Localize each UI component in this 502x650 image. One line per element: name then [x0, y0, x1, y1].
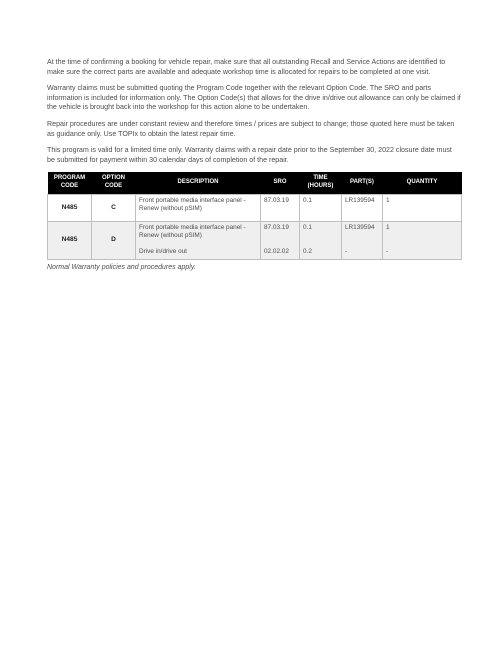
option-code-cell: C	[92, 194, 136, 221]
time-line: 0.1	[303, 223, 312, 231]
header-time-hours: TIME (HOURS)	[300, 172, 342, 194]
header-sro: SRO	[261, 172, 300, 194]
paragraph-repair-procedures: Repair procedures are under constant review and therefore times / prices are subject to change; those quoted here must be taken as guidance only. Use TOPIx to obtain the latest repair time.	[47, 119, 455, 138]
header-option-code: OPTION CODE	[92, 172, 136, 194]
paragraph-warranty-claims: Warranty claims must be submitted quoting the Program Code together with the relevant Option Code. The SRO and parts information is included for information only. The Option Code(s) that allows for the drive in/drive out allowance can only be claimed if the vehicle is brought back into the workshop for this action alone to be undertaken.	[47, 84, 461, 112]
sro-cell	[261, 221, 300, 259]
description-cell	[136, 221, 261, 259]
header-program-code: PROGRAM CODE	[48, 172, 92, 194]
repair-table	[47, 172, 462, 259]
quantity-line: 1	[386, 223, 390, 231]
program-code-cell: N485	[48, 221, 92, 259]
table-row	[48, 221, 462, 259]
paragraph-program-validity: This program is valid for a limited time only. Warranty claims with a repair date prior to the September 30, 2022 closure date must be submitted for payment within 30 calendar days of completion of the repair.	[47, 146, 452, 164]
description-line: Drive in/drive out	[139, 247, 187, 255]
table-header-row	[48, 172, 462, 194]
warranty-note: Normal Warranty policies and procedures apply.	[47, 263, 196, 271]
quantity-line: -	[386, 247, 389, 255]
description-cell: Front portable media interface panel - Renew (without pSIM)	[136, 194, 261, 221]
quantity-cell	[383, 221, 462, 259]
part-line: -	[345, 247, 348, 255]
header-quantity: QUANTITY	[383, 172, 462, 194]
option-code-cell: D	[92, 221, 136, 259]
quantity-cell: 1	[383, 194, 462, 221]
description-line: Front portable media interface panel - Renew (without pSIM)	[139, 223, 246, 239]
sro-cell: 87.03.19	[261, 194, 300, 221]
time-line: 0.2	[303, 247, 312, 255]
sro-line: 87.03.19	[264, 223, 289, 231]
part-line: LR139594	[345, 223, 375, 231]
document-content	[47, 58, 461, 271]
table-row	[48, 194, 462, 221]
time-cell	[300, 221, 342, 259]
part-cell	[342, 221, 383, 259]
program-code-cell: N485	[48, 194, 92, 221]
paragraph-booking: At the time of confirming a booking for vehicle repair, make sure that all outstanding Recall and Service Actions are identified to make sure the correct parts are available and adequate workshop time is allocated for repairs to be completed at one visit.	[47, 58, 446, 76]
time-cell: 0.1	[300, 194, 342, 221]
sro-line: 02.02.02	[264, 247, 289, 255]
part-cell: LR139594	[342, 194, 383, 221]
header-description: DESCRIPTION	[136, 172, 261, 194]
header-parts: PART(S)	[342, 172, 383, 194]
